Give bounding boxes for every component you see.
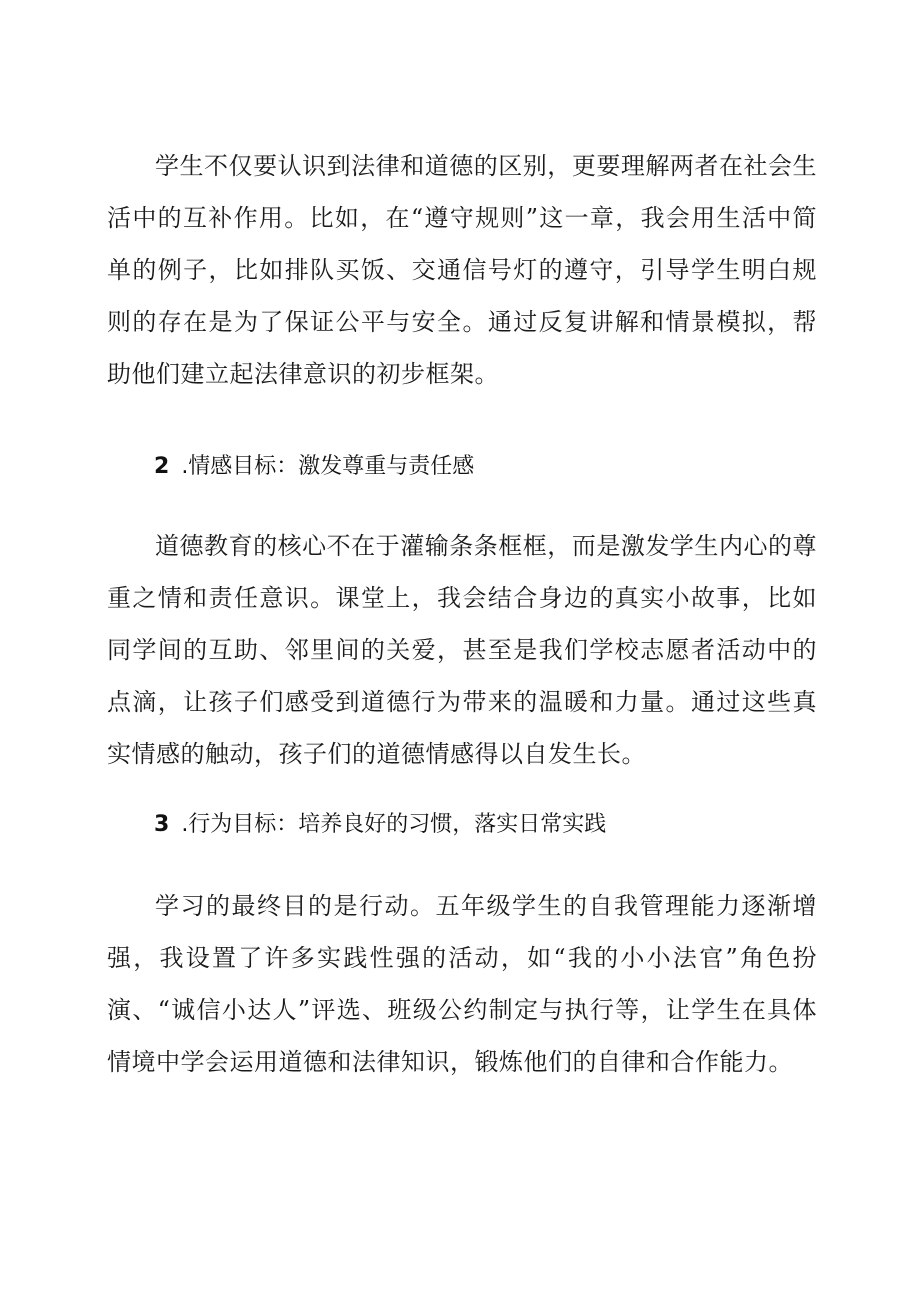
section-heading-3 <box>154 810 606 840</box>
section-number: 2 <box>154 454 170 479</box>
section-title: .行为目标：培养良好的习惯，落实日常实践 <box>181 812 607 837</box>
section-number: 3 <box>154 812 170 837</box>
body-paragraph-3: 学习的最终目的是行动。五年级学生的自我管理能力逐渐增强，我设置了许多实践性强的活动，如“我的小小法官”角色扮演、“诚信小达人”评选、班级公约制定与执行等，让学生在具体情境中学会运用道德和法律知识，锻炼他们的自律和合作能力。 <box>107 892 817 1076</box>
section-title: .情感目标：激发尊重与责任感 <box>181 454 475 479</box>
body-paragraph-2: 道德教育的核心不在于灌输条条框框，而是激发学生内心的尊重之情和责任意识。课堂上，我会结合身边的真实小故事，比如同学间的互助、邻里间的关爱，甚至是我们学校志愿者活动中的点滴，让孩子们感受到道德行为带来的温暖和力量。通过这些真实情感的触动，孩子们的道德情感得以自发生长。 <box>107 532 817 768</box>
body-paragraph-1: 学生不仅要认识到法律和道德的区别，更要理解两者在社会生活中的互补作用。比如，在“遵守规则”这一章，我会用生活中简单的例子，比如排队买饭、交通信号灯的遵守，引导学生明白规则的存在是为了保证公平与安全。通过反复讲解和情景模拟，帮助他们建立起法律意识的初步框架。 <box>107 152 817 388</box>
section-heading-2 <box>154 452 474 482</box>
